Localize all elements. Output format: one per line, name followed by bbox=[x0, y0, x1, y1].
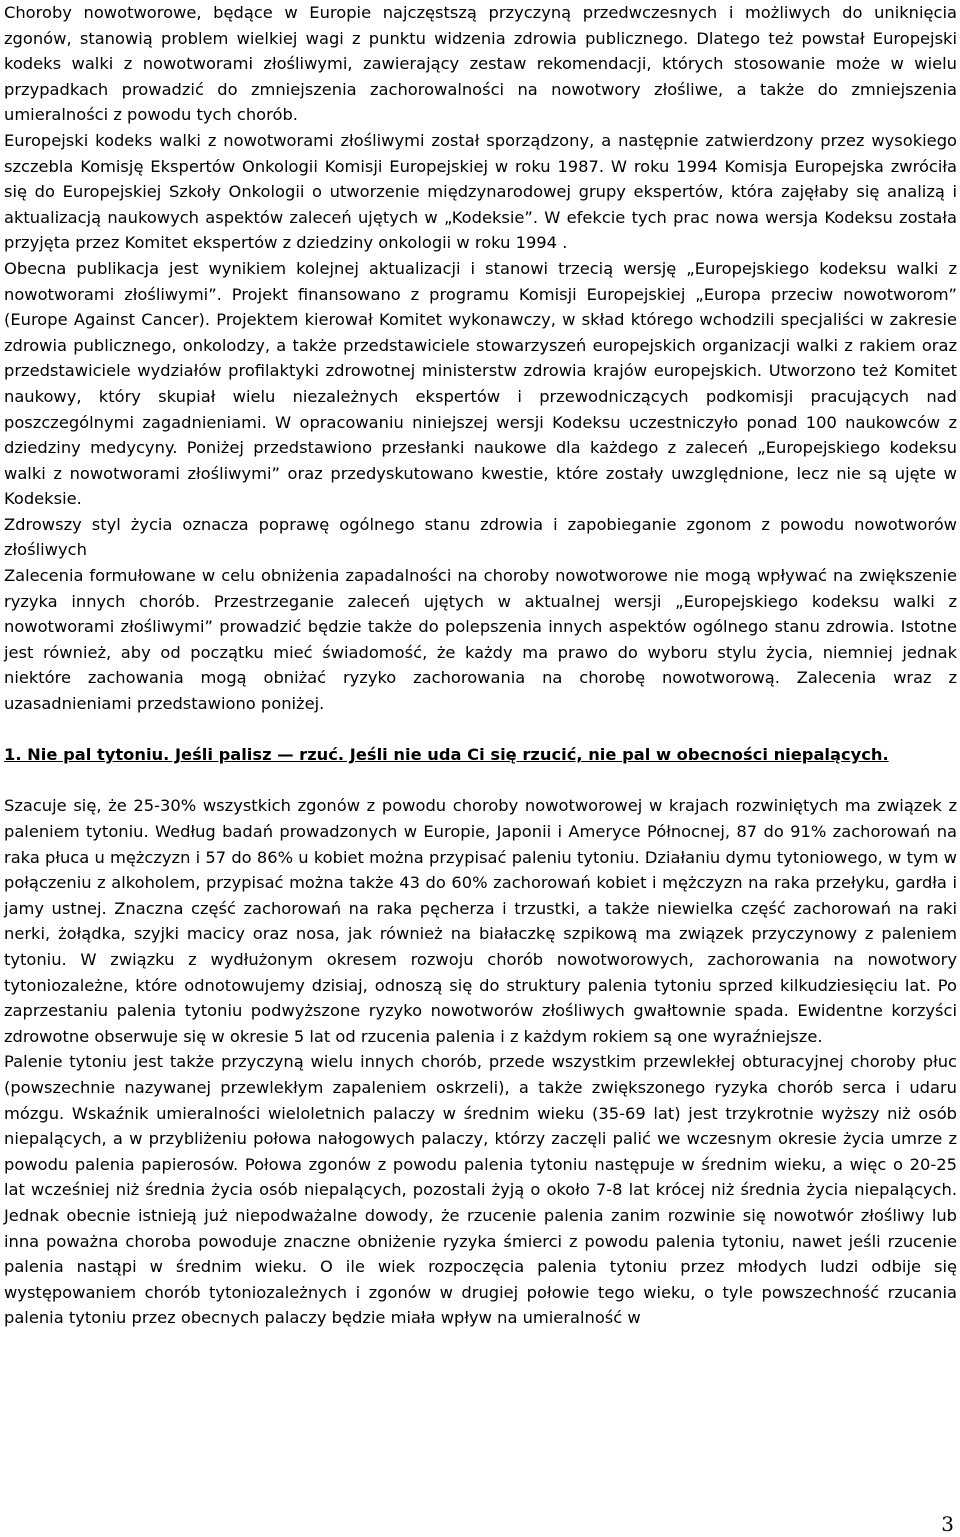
paragraph-intro: Choroby nowotworowe, będące w Europie najczęstszą przyczyną przedwczesnych i możliwych do uniknięcia zgonów, stanowią problem wielkiej wagi z punktu widzenia zdrowia publicznego. Dlatego też powstał Europejski kodeks walki z nowotworami złośliwymi, zawierający zestaw rekomendacji, których stosowanie może w wielu przypadkach prowadzić do zmniejszenia zachorowalności na nowotwory złośliwe, a także do zmniejszenia umieralności z powodu tych chorób. bbox=[4, 3, 957, 125]
paragraph-smoking-statistics: Szacuje się, że 25-30% wszystkich zgonów z powodu choroby nowotworowej w krajach rozwiniętych ma związek z paleniem tytoniu. Według badań prowadzonych w Europie, Japonii i Ameryce Północnej, 87 do 91% zachorowań na raka płuca u mężczyzn i 57 do 86% u kobiet można przypisać paleniu tytoniu. Działaniu dymu tytoniowego, w tym w połączeniu z alkoholem, przypisać można także 43 do 60% zachorowań kobiet i mężczyzn na raka przełyku, gardła i jamy ustnej. Znaczna część zachorowań na raka pęcherza i trzustki, a także niewielka część zachorowań na raki nerki, żołądka, szyjki macicy oraz nosa, jak również na białaczkę szpikową ma związek przyczynowy z paleniem tytoniu. W związku z wydłużonym okresem rozwoju chorób nowotworowych, zachorowania na nowotwory tytoniozależne, które odnotowujemy dzisiaj, odnoszą się do struktury palenia tytoniu sprzed kilkudziesięciu lat. Po zaprzestaniu palenia tytoniu podwyższone ryzyko nowotworów złośliwych gwałtownie spada. Ewidentne korzyści zdrowotne obserwuje się w okresie 5 lat od rzucenia palenia i z każdym rokiem są one wyraźniejsze. bbox=[4, 796, 957, 1046]
section-heading: 1. Nie pal tytoniu. Jeśli palisz — rzuć. Jeśli nie uda Ci się rzucić, nie pal w obecności niepalących. bbox=[4, 745, 889, 765]
paragraph-recommendations: Zalecenia formułowane w celu obniżenia zapadalności na choroby nowotworowe nie mogą wpływać na zwiększenie ryzyka innych chorób. Przestrzeganie zaleceń ujętych w aktualnej wersji „Europejskiego kodeksu walki z nowotworami złośliwymi” prowadzić będzie także do polepszenia innych aspektów ogólnego stanu zdrowia. Istotne jest również, aby od początku mieć świadomość, że każdy ma prawo do wyboru stylu życia, niemniej jednak niektóre zachowania mogą obniżać ryzyko zachorowania na chorobę nowotworową. Zalecenia wraz z uzasadnieniami przedstawiono poniżej. bbox=[4, 566, 957, 714]
document-page bbox=[4, 0, 957, 1331]
paragraph-code-history: Europejski kodeks walki z nowotworami złośliwymi został sporządzony, a następnie zatwierdzony przez wysokiego szczebla Komisję Ekspertów Onkologii Komisji Europejskiej w roku 1987. W roku 1994 Komisja Europejska zwróciła się do Europejskiej Szkoły Onkologii o utworzenie międzynarodowej grupy ekspertów, która zajęłaby się analizą i aktualizacją naukowych aspektów zaleceń ujętych w „Kodeksie”. W efekcie tych prac nowa wersja Kodeksu została przyjęta przez Komitet ekspertów z dziedziny onkologii w roku 1994 . bbox=[4, 130, 957, 253]
spacer bbox=[4, 768, 957, 794]
spacer bbox=[4, 717, 957, 743]
paragraph-healthier-lifestyle: Zdrowszy styl życia oznacza poprawę ogólnego stanu zdrowia i zapobieganie zgonom z powodu nowotworów złośliwych bbox=[4, 514, 957, 560]
page-number: 3 bbox=[941, 1512, 954, 1536]
paragraph-smoking-diseases: Palenie tytoniu jest także przyczyną wielu innych chorób, przede wszystkim przewlekłej obturacyjnej choroby płuc (powszechnie nazywanej przewlekłym zapaleniem oskrzeli), a także zwiększonego ryzyka chorób serca i udaru mózgu. Wskaźnik umieralności wieloletnich palaczy w średnim wieku (35-69 lat) jest trzykrotnie wyższy niż osób niepalących, a w przybliżeniu połowa nałogowych palaczy, którzy zaczęli palić we wczesnym okresie życia umrze z powodu palenia papierosów. Połowa zgonów z powodu palenia tytoniu następuje w średnim wieku, a więc o 20-25 lat wcześniej niż średnia życia osób niepalących, pozostali żyją o około 7-8 lat krócej niż średnia życia niepalących. Jednak obecnie istnieją już niepodważalne dowody, że rzucenie palenia zanim rozwinie się nowotwór złośliwy lub inna poważna choroba powoduje znaczne obniżenie ryzyka śmierci z powodu palenia tytoniu, nawet jeśli rzucenie palenia nastąpi w średnim wieku. O ile wiek rozpoczęcia palenia tytoniu przez młodych ludzi odbije się występowaniem chorób tytoniozależnych i zgonów w drugiej połowie tego wieku, o tyle powszechność rzucania palenia tytoniu przez obecnych palaczy będzie miała wpływ na umieralność w bbox=[4, 1052, 957, 1328]
paragraph-current-publication: Obecna publikacja jest wynikiem kolejnej aktualizacji i stanowi trzecią wersję „Europejskiego kodeksu walki z nowotworami złośliwymi”. Projekt finansowano z programu Komisji Europejskiej „Europa przeciw nowotworom” (Europe Against Cancer). Projektem kierował Komitet wykonawczy, w skład którego wchodzili specjaliści w zakresie zdrowia publicznego, onkolodzy, a także przedstawiciele stowarzyszeń europejskich organizacji walki z rakiem oraz przedstawiciele wydziałów profilaktyki zdrowotnej ministerstw zdrowia krajów europejskich. Utworzono też Komitet naukowy, który skupiał wielu niezależnych ekspertów i przewodniczących podkomisji pracujących nad poszczególnymi zagadnieniami. W opracowaniu niniejszej wersji Kodeksu uczestniczyło ponad 100 naukowców z dziedziny medycyny. Poniżej przedstawiono przesłanki naukowe dla każdego z zaleceń „Europejskiego kodeksu walki z nowotworami złośliwymi” oraz przedyskutowano kwestie, które zostały uwzględnione, lecz nie są ujęte w Kodeksie. bbox=[4, 258, 957, 509]
